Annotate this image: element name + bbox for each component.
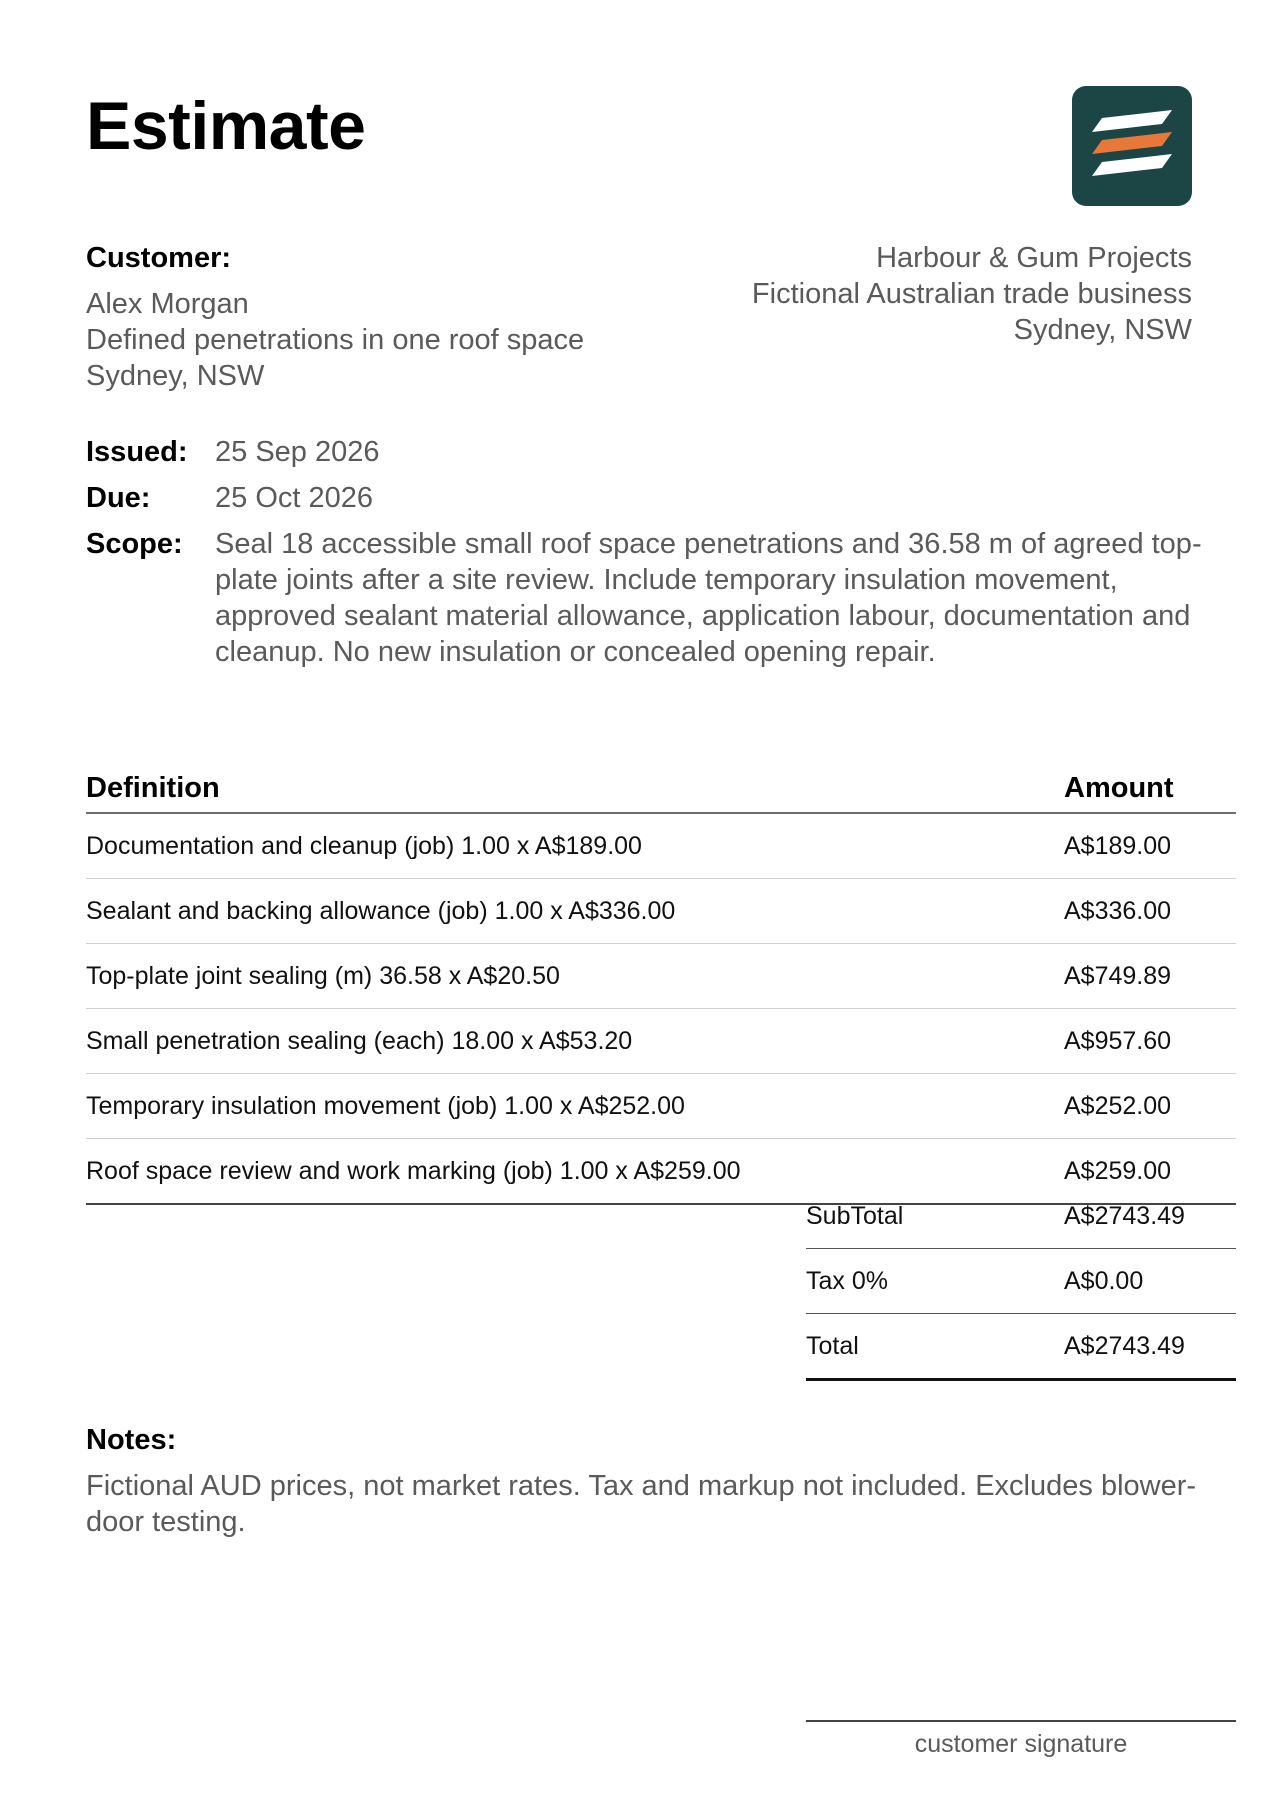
subtotal-value: A$2743.49 <box>1064 1201 1185 1230</box>
subtotal-label: SubTotal <box>806 1201 904 1230</box>
table-row <box>86 1074 1236 1139</box>
row-amount: A$189.00 <box>1064 831 1172 860</box>
business-block <box>632 240 1192 348</box>
signature-label: customer signature <box>914 1730 1128 1758</box>
business-description: Fictional Australian trade business <box>751 278 1192 310</box>
row-definition: Sealant and backing allowance (job) 1.00 x A$336.00 <box>86 896 676 925</box>
document-title: Estimate <box>86 88 366 164</box>
subtotal-row <box>806 1184 1236 1249</box>
customer-description: Defined penetrations in one roof space <box>86 324 585 356</box>
scope-row <box>86 526 1222 670</box>
row-definition: Roof space review and work marking (job) 1.00 x A$259.00 <box>86 1156 741 1185</box>
customer-location: Sydney, NSW <box>86 360 265 392</box>
due-label: Due: <box>86 482 151 514</box>
tax-row <box>806 1249 1236 1314</box>
table-row <box>86 944 1236 1009</box>
row-definition: Documentation and cleanup (job) 1.00 x A$189.00 <box>86 831 642 860</box>
signature-line <box>806 1720 1236 1759</box>
row-amount: A$336.00 <box>1064 896 1172 925</box>
estimate-meta <box>86 434 1222 680</box>
row-definition: Top-plate joint sealing (m) 36.58 x A$20.50 <box>86 961 560 990</box>
total-label: Total <box>806 1331 859 1360</box>
row-amount: A$259.00 <box>1064 1156 1172 1185</box>
customer-name: Alex Morgan <box>86 288 249 320</box>
table-row <box>86 1009 1236 1074</box>
tax-label: Tax 0% <box>806 1266 888 1295</box>
row-amount: A$252.00 <box>1064 1091 1172 1120</box>
totals-block <box>806 1184 1236 1381</box>
notes-block <box>86 1420 1222 1540</box>
issued-label: Issued: <box>86 436 188 468</box>
total-value: A$2743.49 <box>1064 1331 1185 1360</box>
issued-row <box>86 434 1222 470</box>
line-items-table <box>86 762 1236 1205</box>
due-row <box>86 480 1222 516</box>
scope-label: Scope: <box>86 528 183 560</box>
table-row <box>86 879 1236 944</box>
total-row <box>806 1314 1236 1381</box>
tax-value: A$0.00 <box>1064 1266 1144 1295</box>
issued-value: 25 Sep 2026 <box>215 436 380 468</box>
row-definition: Temporary insulation movement (job) 1.00 x A$252.00 <box>86 1091 685 1120</box>
notes-label: Notes: <box>86 1424 177 1456</box>
customer-block <box>86 238 706 394</box>
header-amount: Amount <box>1064 772 1174 804</box>
company-logo <box>1072 86 1192 206</box>
table-header <box>86 762 1236 814</box>
row-amount: A$957.60 <box>1064 1026 1172 1055</box>
customer-label: Customer: <box>86 242 232 274</box>
business-location: Sydney, NSW <box>1013 314 1192 346</box>
due-value: 25 Oct 2026 <box>215 482 373 514</box>
header-definition: Definition <box>86 772 220 804</box>
row-amount: A$749.89 <box>1064 961 1172 990</box>
business-name: Harbour & Gum Projects <box>876 242 1192 274</box>
notes-text: Fictional AUD prices, not market rates. Tax and markup not included. Excludes blower-door testing. <box>86 1470 1197 1538</box>
stacked-layers-icon <box>1072 86 1192 206</box>
scope-value: Seal 18 accessible small roof space penetrations and 36.58 m of agreed top-plate joints after a site review. Include temporary insulation movement, approved sealant material allowance, application labour, documentation and cleanup. No new insulation or concealed opening repair. <box>215 528 1202 668</box>
row-definition: Small penetration sealing (each) 18.00 x A$53.20 <box>86 1026 633 1055</box>
table-row <box>86 814 1236 879</box>
